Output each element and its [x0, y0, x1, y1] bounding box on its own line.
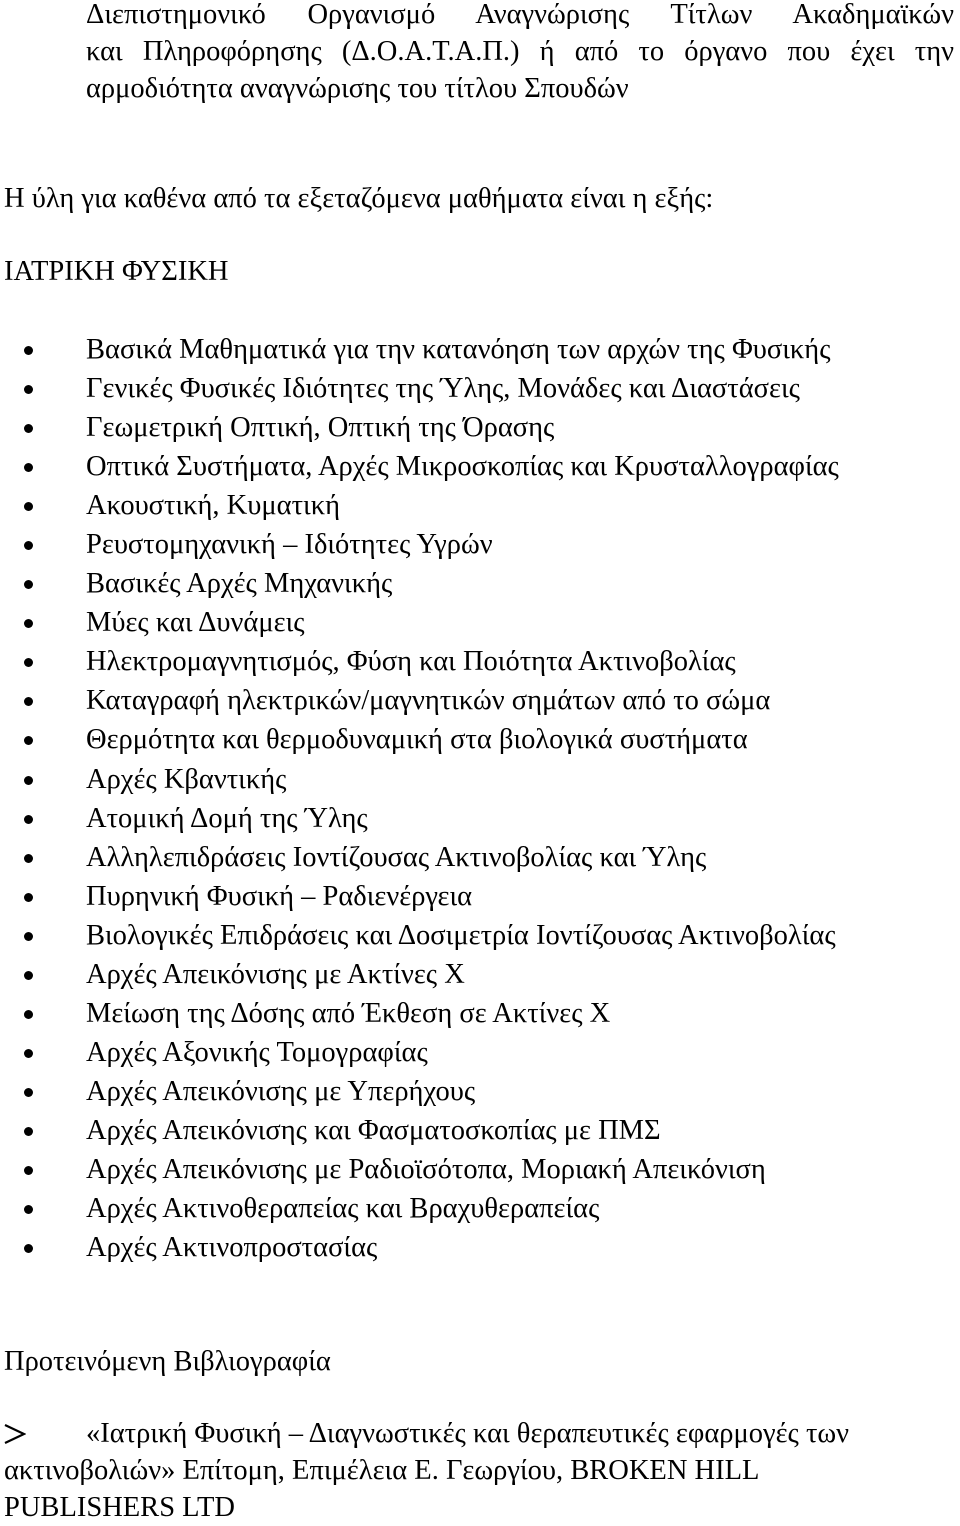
bullet-icon — [24, 424, 33, 433]
topic-label: Αρχές Ακτινοπροστασίας — [86, 1232, 378, 1264]
list-item — [0, 642, 839, 681]
topic-label: Αρχές Απεικόνισης με Υπερήχους — [86, 1075, 476, 1107]
bibliography-entry-line-1-wrap — [4, 1415, 948, 1452]
topic-label: Μείωση της Δόσης από Έκθεση σε Ακτίνες Χ — [86, 997, 611, 1029]
bullet-icon — [24, 619, 33, 628]
list-item — [0, 1189, 839, 1228]
subject-title: ΙΑΤΡΙΚΗ ΦΥΣΙΚΗ — [4, 256, 229, 287]
list-item — [0, 525, 839, 564]
intro-line-1: Διεπιστημονικό Οργανισμό Αναγνώρισης Τίτλων Ακαδημαϊκών — [86, 0, 954, 30]
list-item — [0, 1228, 839, 1267]
bullet-icon — [24, 932, 33, 941]
topic-label: Καταγραφή ηλεκτρικών/μαγνητικών σημάτων από το σώμα — [86, 685, 771, 717]
list-item — [0, 838, 839, 877]
bullet-icon — [24, 1205, 33, 1214]
bullet-icon — [24, 893, 33, 902]
bibliography-entry-line-3: PUBLISHERS LTD — [4, 1492, 235, 1523]
bullet-icon — [24, 463, 33, 472]
bullet-icon — [24, 502, 33, 511]
list-item — [0, 330, 839, 369]
topic-list — [0, 330, 839, 1267]
topic-label: Αλληλεπιδράσεις Ιοντίζουσας Ακτινοβολίας και Ύλης — [86, 841, 707, 873]
bullet-icon — [24, 1010, 33, 1019]
bullet-icon — [24, 776, 33, 785]
bullet-icon — [24, 658, 33, 667]
list-item — [0, 994, 839, 1033]
syllabus-intro-text: Η ύλη για καθένα από τα εξεταζόμενα μαθήματα είναι η εξής: — [4, 183, 714, 214]
topic-label: Γεωμετρική Οπτική, Οπτική της Όρασης — [86, 412, 555, 444]
topic-label: Γενικές Φυσικές Ιδιότητες της Ύλης, Μονάδες και Διαστάσεις — [86, 373, 800, 405]
topic-label: Αρχές Αξονικής Τομογραφίας — [86, 1036, 428, 1068]
topic-label: Αρχές Απεικόνισης με Ακτίνες Χ — [86, 958, 465, 990]
bullet-icon — [24, 385, 33, 394]
intro-line-3: αρμοδιότητα αναγνώρισης του τίτλου Σπουδών — [86, 73, 629, 104]
list-item — [0, 760, 839, 799]
list-item — [0, 447, 839, 486]
list-item — [0, 486, 839, 525]
list-item — [0, 1111, 839, 1150]
bullet-icon — [24, 854, 33, 863]
bullet-icon — [24, 697, 33, 706]
bibliography-entry-line-1: «Ιατρική Φυσική – Διαγνωστικές και θεραπευτικές εφαρμογές των — [86, 1418, 850, 1449]
topic-label: Πυρηνική Φυσική – Ραδιενέργεια — [86, 880, 473, 912]
topic-label: Αρχές Κβαντικής — [86, 763, 287, 795]
list-item — [0, 1150, 839, 1189]
bullet-icon — [24, 1166, 33, 1175]
list-item — [0, 720, 839, 759]
topic-label: Θερμότητα και θερμοδυναμική στα βιολογικά συστήματα — [86, 724, 748, 756]
arrow-bullet-icon — [4, 1423, 26, 1445]
bullet-icon — [24, 815, 33, 824]
list-item — [0, 799, 839, 838]
list-item — [0, 877, 839, 916]
list-item — [0, 916, 839, 955]
bibliography-heading: Προτεινόμενη Βιβλιογραφία — [4, 1346, 331, 1377]
list-item — [0, 1033, 839, 1072]
topic-label: Οπτικά Συστήματα, Αρχές Μικροσκοπίας και Κρυσταλλογραφίας — [86, 451, 839, 483]
topic-label: Μύες και Δυνάμεις — [86, 607, 305, 639]
bullet-icon — [24, 1127, 33, 1136]
list-item — [0, 564, 839, 603]
list-item — [0, 955, 839, 994]
bullet-icon — [24, 736, 33, 745]
bullet-icon — [24, 541, 33, 550]
list-item — [0, 369, 839, 408]
bullet-icon — [24, 1244, 33, 1253]
list-item — [0, 408, 839, 447]
topic-label: Ηλεκτρομαγνητισμός, Φύση και Ποιότητα Ακτινοβολίας — [86, 646, 736, 678]
list-item — [0, 1072, 839, 1111]
bullet-icon — [24, 580, 33, 589]
topic-label: Αρχές Απεικόνισης και Φασματοσκοπίας με ΠΜΣ — [86, 1114, 661, 1146]
topic-label: Βασικά Μαθηματικά για την κατανόηση των αρχών της Φυσικής — [86, 334, 831, 365]
topic-label: Ακουστική, Κυματική — [86, 490, 340, 522]
intro-line-2: και Πληροφόρησης (Δ.Ο.Α.Τ.Α.Π.) ή από το όργανο που έχει την — [86, 36, 954, 67]
list-item — [0, 603, 839, 642]
list-item — [0, 681, 839, 720]
bullet-icon — [24, 1088, 33, 1097]
topic-label: Ατομική Δομή της Ύλης — [86, 802, 368, 834]
bibliography-entry — [4, 1415, 948, 1526]
topic-label: Ρευστομηχανική – Ιδιότητες Υγρών — [86, 529, 493, 561]
intro-paragraph — [86, 0, 954, 107]
bullet-icon — [24, 1049, 33, 1058]
bullet-icon — [24, 971, 33, 980]
topic-label: Αρχές Απεικόνισης με Ραδιοϊσότοπα, Μοριακή Απεικόνιση — [86, 1153, 766, 1185]
topic-label: Αρχές Ακτινοθεραπείας και Βραχυθεραπείας — [86, 1193, 600, 1225]
topic-label: Βασικές Αρχές Μηχανικής — [86, 568, 393, 600]
topic-label: Βιολογικές Επιδράσεις και Δοσιμετρία Ιοντίζουσας Ακτινοβολίας — [86, 919, 836, 951]
bullet-icon — [24, 346, 33, 355]
bibliography-entry-line-2: ακτινοβολιών» Επίτομη, Επιμέλεια Ε. Γεωργίου, BROKEN HILL — [4, 1455, 760, 1486]
